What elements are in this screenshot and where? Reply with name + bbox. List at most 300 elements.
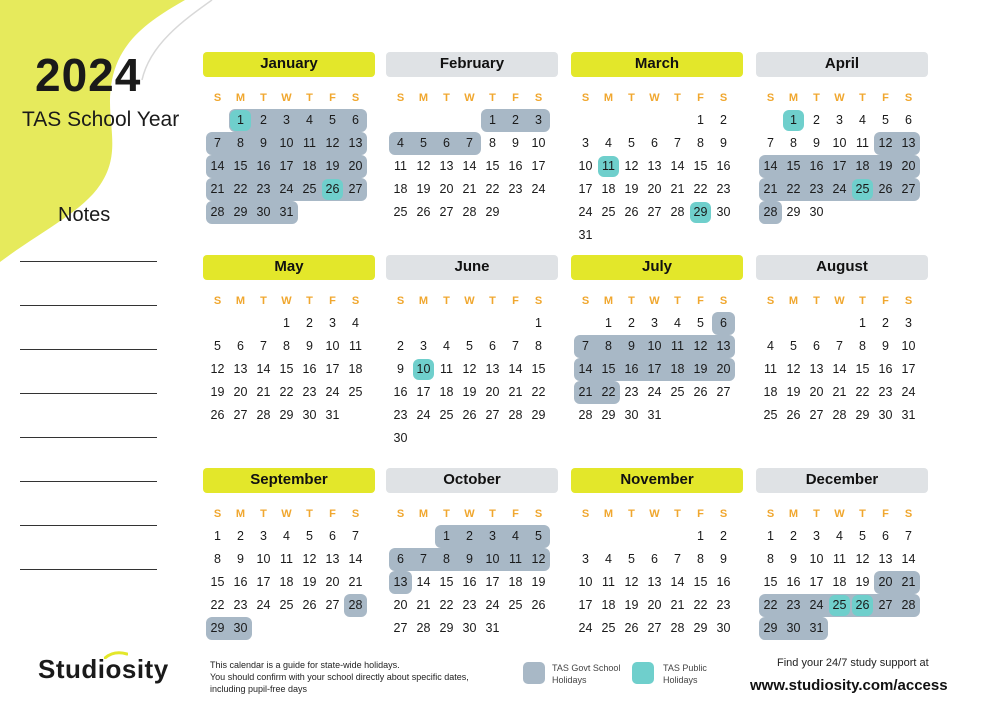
week-row <box>389 525 558 548</box>
day-cell: 4 <box>605 136 612 150</box>
month-weeks <box>756 525 928 640</box>
weekday-label: T <box>443 295 450 307</box>
month-september <box>203 468 375 640</box>
day-cell: 11 <box>602 575 615 589</box>
day-cell: 23 <box>233 598 248 612</box>
day-cell: 14 <box>763 159 778 173</box>
day-cell: 1 <box>443 529 450 543</box>
weekday-header-row <box>203 90 375 106</box>
month-weeks <box>386 109 558 224</box>
day-cell: 30 <box>878 408 893 422</box>
day-cell: 27 <box>809 408 824 422</box>
day-cell: 1 <box>535 316 542 330</box>
weekday-label: F <box>697 508 704 520</box>
week-row <box>206 132 375 155</box>
day-cell: 1 <box>859 316 866 330</box>
weekday-label: T <box>489 295 496 307</box>
day-cell: 29 <box>786 205 801 219</box>
weekday-header-row <box>756 506 928 522</box>
day-cell <box>666 224 689 247</box>
weekday-label: S <box>581 92 590 104</box>
weekday-label: S <box>766 295 775 307</box>
day-cell: 13 <box>393 575 408 589</box>
day-cell: 10 <box>647 339 662 353</box>
week-row <box>206 178 375 201</box>
day-cell: 21 <box>416 598 431 612</box>
day-cell: 25 <box>601 205 616 219</box>
day-cell: 2 <box>882 316 889 330</box>
week-row <box>759 178 928 201</box>
day-cell: 21 <box>578 385 593 399</box>
day-cell: 4 <box>283 529 290 543</box>
day-cell: 28 <box>462 205 477 219</box>
month-june <box>386 255 558 450</box>
day-cell: 4 <box>443 339 450 353</box>
day-cell: 8 <box>697 136 704 150</box>
day-cell: 3 <box>260 529 267 543</box>
day-cell: 30 <box>624 408 639 422</box>
day-cell: 25 <box>508 598 523 612</box>
day-cell: 14 <box>670 575 685 589</box>
day-cell: 8 <box>283 339 290 353</box>
month-header: April <box>756 52 928 77</box>
day-cell: 3 <box>283 113 290 127</box>
week-row <box>574 155 743 178</box>
week-row <box>759 335 928 358</box>
day-cell: 10 <box>485 552 500 566</box>
day-cell: 9 <box>720 136 727 150</box>
day-cell: 5 <box>790 339 797 353</box>
day-cell: 26 <box>302 598 317 612</box>
day-cell <box>275 617 298 640</box>
day-cell <box>412 525 435 548</box>
weekday-label: W <box>281 295 292 307</box>
day-cell: 23 <box>508 182 523 196</box>
day-cell: 14 <box>670 159 685 173</box>
month-weeks <box>203 525 375 640</box>
week-row <box>759 312 928 335</box>
day-cell: 7 <box>214 136 221 150</box>
day-cell: 15 <box>485 159 500 173</box>
day-cell: 2 <box>628 316 635 330</box>
day-cell: 18 <box>302 159 317 173</box>
day-cell: 23 <box>624 385 639 399</box>
week-row <box>206 525 375 548</box>
day-cell <box>620 224 643 247</box>
day-cell: 27 <box>439 205 454 219</box>
weekday-label: T <box>260 508 267 520</box>
day-cell: 28 <box>348 598 363 612</box>
day-cell: 15 <box>601 362 616 376</box>
day-cell: 5 <box>420 136 427 150</box>
day-cell: 19 <box>531 575 546 589</box>
day-cell: 26 <box>325 182 340 196</box>
day-cell <box>321 617 344 640</box>
day-cell: 24 <box>485 598 500 612</box>
weekday-header-row <box>203 506 375 522</box>
week-row <box>206 381 375 404</box>
week-row <box>574 617 743 640</box>
month-february <box>386 52 558 224</box>
day-cell: 24 <box>647 385 662 399</box>
weekday-label: S <box>351 508 360 520</box>
legend-govt-label-line: TAS Govt School <box>552 663 621 673</box>
day-cell: 6 <box>882 529 889 543</box>
weekday-header-row <box>756 293 928 309</box>
day-cell: 27 <box>647 205 662 219</box>
calendar-year: 2024 <box>35 49 142 101</box>
day-cell: 7 <box>582 339 589 353</box>
day-cell: 22 <box>531 385 546 399</box>
day-cell: 30 <box>716 621 731 635</box>
day-cell: 30 <box>393 431 408 445</box>
day-cell: 20 <box>716 362 731 376</box>
notes-line <box>20 569 157 570</box>
weekday-label: T <box>260 92 267 104</box>
day-cell: 22 <box>439 598 454 612</box>
weekday-label: W <box>464 508 475 520</box>
week-row <box>389 312 558 335</box>
day-cell: 7 <box>674 552 681 566</box>
day-cell <box>344 404 367 427</box>
week-row <box>206 109 375 132</box>
day-cell: 5 <box>329 113 336 127</box>
weekday-label: T <box>813 92 820 104</box>
day-cell <box>712 404 735 427</box>
weekday-label: W <box>649 295 660 307</box>
day-cell: 22 <box>485 182 500 196</box>
day-cell: 8 <box>767 552 774 566</box>
month-weeks <box>756 312 928 427</box>
day-cell: 22 <box>763 598 778 612</box>
weekday-label: S <box>351 92 360 104</box>
week-row <box>389 132 558 155</box>
day-cell: 25 <box>348 385 363 399</box>
weekday-header-row <box>386 506 558 522</box>
notes-line <box>20 393 157 394</box>
day-cell: 14 <box>832 362 847 376</box>
day-cell <box>321 201 344 224</box>
day-cell: 9 <box>720 552 727 566</box>
week-row <box>759 594 928 617</box>
weekday-label: F <box>882 508 889 520</box>
day-cell <box>435 312 458 335</box>
day-cell: 3 <box>535 113 542 127</box>
day-cell: 17 <box>531 159 546 173</box>
day-cell: 2 <box>512 113 519 127</box>
day-cell <box>643 525 666 548</box>
day-cell: 5 <box>306 529 313 543</box>
day-cell: 19 <box>786 385 801 399</box>
weekday-label: S <box>534 508 543 520</box>
day-cell: 19 <box>302 575 317 589</box>
weekday-label: T <box>859 508 866 520</box>
week-row <box>206 548 375 571</box>
day-cell: 10 <box>279 136 294 150</box>
day-cell <box>782 312 805 335</box>
day-cell <box>527 617 550 640</box>
weekday-label: T <box>674 92 681 104</box>
day-cell: 21 <box>508 385 523 399</box>
day-cell: 28 <box>670 621 685 635</box>
day-cell: 9 <box>466 552 473 566</box>
day-cell: 31 <box>901 408 916 422</box>
weekday-label: S <box>719 92 728 104</box>
month-july <box>571 255 743 427</box>
day-cell <box>689 224 712 247</box>
day-cell: 15 <box>279 362 294 376</box>
day-cell: 11 <box>856 136 869 150</box>
weekday-label: S <box>213 295 222 307</box>
week-row <box>206 358 375 381</box>
week-row <box>206 571 375 594</box>
day-cell: 17 <box>256 575 271 589</box>
day-cell: 17 <box>279 159 294 173</box>
weekday-label: T <box>306 92 313 104</box>
weekday-label: T <box>443 508 450 520</box>
day-cell: 24 <box>325 385 340 399</box>
day-cell <box>805 312 828 335</box>
week-row <box>389 571 558 594</box>
day-cell <box>504 201 527 224</box>
weekday-header-row <box>386 90 558 106</box>
day-cell: 15 <box>233 159 248 173</box>
day-cell: 9 <box>512 136 519 150</box>
day-cell <box>620 525 643 548</box>
notes-line <box>20 437 157 438</box>
day-cell: 17 <box>578 182 593 196</box>
weekday-label: M <box>418 295 429 307</box>
weekday-label: F <box>697 92 704 104</box>
month-weeks <box>386 312 558 450</box>
day-cell: 12 <box>531 552 546 566</box>
day-cell: 31 <box>578 228 593 242</box>
weekday-label: S <box>581 508 590 520</box>
month-header: March <box>571 52 743 77</box>
month-weeks <box>756 109 928 224</box>
day-cell <box>527 201 550 224</box>
day-cell: 29 <box>210 621 225 635</box>
month-december <box>756 468 928 640</box>
day-cell: 29 <box>279 408 294 422</box>
day-cell: 10 <box>416 362 431 376</box>
legend-public-label-line: TAS Public <box>663 663 707 673</box>
day-cell: 26 <box>416 205 431 219</box>
day-cell: 14 <box>348 552 363 566</box>
day-cell: 5 <box>697 316 704 330</box>
day-cell <box>666 525 689 548</box>
day-cell: 26 <box>693 385 708 399</box>
day-cell: 16 <box>786 575 801 589</box>
weekday-label: M <box>235 508 246 520</box>
day-cell: 4 <box>605 552 612 566</box>
month-april <box>756 52 928 224</box>
day-cell <box>298 201 321 224</box>
day-cell <box>389 312 412 335</box>
day-cell: 2 <box>306 316 313 330</box>
week-row <box>759 381 928 404</box>
day-cell: 5 <box>628 552 635 566</box>
day-cell: 13 <box>647 575 662 589</box>
legend-govt-swatch <box>523 662 545 684</box>
day-cell: 5 <box>466 339 473 353</box>
day-cell <box>874 617 897 640</box>
notes-title: Notes <box>58 204 111 226</box>
day-cell: 21 <box>256 385 271 399</box>
day-cell: 14 <box>256 362 271 376</box>
day-cell: 23 <box>786 598 801 612</box>
month-weeks <box>203 109 375 224</box>
day-cell: 17 <box>578 598 593 612</box>
day-cell <box>712 224 735 247</box>
day-cell: 31 <box>647 408 662 422</box>
day-cell <box>389 525 412 548</box>
day-cell: 13 <box>878 552 893 566</box>
day-cell: 21 <box>670 182 685 196</box>
day-cell: 12 <box>878 136 893 150</box>
day-cell: 8 <box>237 136 244 150</box>
day-cell: 16 <box>462 575 477 589</box>
week-row <box>759 617 928 640</box>
weekday-label: T <box>443 92 450 104</box>
weekday-label: W <box>281 92 292 104</box>
day-cell: 17 <box>416 385 431 399</box>
weekday-label: M <box>788 508 799 520</box>
day-cell: 7 <box>767 136 774 150</box>
day-cell: 12 <box>462 362 477 376</box>
day-cell: 20 <box>485 385 500 399</box>
day-cell <box>298 617 321 640</box>
day-cell: 11 <box>602 159 615 173</box>
month-august <box>756 255 928 427</box>
weekday-label: S <box>581 295 590 307</box>
day-cell: 28 <box>763 205 778 219</box>
day-cell: 22 <box>855 385 870 399</box>
day-cell <box>206 312 229 335</box>
day-cell: 27 <box>716 385 731 399</box>
day-cell: 13 <box>325 552 340 566</box>
day-cell <box>504 617 527 640</box>
day-cell: 20 <box>809 385 824 399</box>
day-cell: 8 <box>697 552 704 566</box>
weekday-label: T <box>859 295 866 307</box>
legend-public-swatch <box>632 662 654 684</box>
weekday-label: T <box>628 92 635 104</box>
day-cell: 1 <box>767 529 774 543</box>
day-cell: 10 <box>531 136 546 150</box>
day-cell: 7 <box>260 339 267 353</box>
website-link[interactable]: www.studiosity.com/access <box>750 677 948 694</box>
day-cell: 29 <box>531 408 546 422</box>
day-cell: 12 <box>302 552 317 566</box>
weekday-label: T <box>674 508 681 520</box>
weekday-label: T <box>859 92 866 104</box>
weekday-label: T <box>674 295 681 307</box>
day-cell: 1 <box>697 113 704 127</box>
month-weeks <box>571 312 743 427</box>
day-cell: 27 <box>485 408 500 422</box>
day-cell: 26 <box>210 408 225 422</box>
day-cell: 18 <box>601 182 616 196</box>
day-cell: 4 <box>352 316 359 330</box>
day-cell: 24 <box>256 598 271 612</box>
week-row <box>574 224 743 247</box>
day-cell: 8 <box>790 136 797 150</box>
weekday-label: T <box>813 295 820 307</box>
week-row <box>574 594 743 617</box>
weekday-header-row <box>571 90 743 106</box>
day-cell: 11 <box>349 339 362 353</box>
weekday-label: S <box>719 295 728 307</box>
day-cell <box>435 427 458 450</box>
weekday-label: T <box>260 295 267 307</box>
notes-line <box>20 349 157 350</box>
day-cell: 29 <box>439 621 454 635</box>
day-cell: 29 <box>763 621 778 635</box>
notes-line <box>20 481 157 482</box>
day-cell: 15 <box>439 575 454 589</box>
day-cell: 4 <box>767 339 774 353</box>
weekday-label: T <box>628 508 635 520</box>
weekday-label: M <box>788 295 799 307</box>
weekday-label: M <box>603 508 614 520</box>
day-cell: 14 <box>210 159 225 173</box>
day-cell: 4 <box>512 529 519 543</box>
day-cell <box>897 617 920 640</box>
day-cell <box>851 201 874 224</box>
day-cell: 2 <box>397 339 404 353</box>
day-cell: 6 <box>905 113 912 127</box>
day-cell: 11 <box>509 552 522 566</box>
day-cell: 18 <box>601 598 616 612</box>
day-cell: 20 <box>348 159 363 173</box>
day-cell: 9 <box>628 339 635 353</box>
day-cell: 3 <box>813 529 820 543</box>
day-cell: 21 <box>832 385 847 399</box>
day-cell: 27 <box>647 621 662 635</box>
weekday-label: M <box>603 295 614 307</box>
day-cell: 13 <box>716 339 731 353</box>
day-cell: 29 <box>855 408 870 422</box>
day-cell: 13 <box>901 136 916 150</box>
day-cell: 22 <box>601 385 616 399</box>
week-row <box>389 178 558 201</box>
day-cell <box>597 109 620 132</box>
day-cell: 14 <box>901 552 916 566</box>
day-cell: 16 <box>624 362 639 376</box>
day-cell: 23 <box>878 385 893 399</box>
day-cell <box>206 109 229 132</box>
day-cell: 13 <box>647 159 662 173</box>
day-cell: 9 <box>397 362 404 376</box>
day-cell: 2 <box>720 113 727 127</box>
month-november <box>571 468 743 640</box>
day-cell: 29 <box>485 205 500 219</box>
day-cell: 26 <box>624 205 639 219</box>
day-cell <box>504 427 527 450</box>
day-cell: 25 <box>302 182 317 196</box>
day-cell: 11 <box>764 362 777 376</box>
day-cell: 22 <box>786 182 801 196</box>
month-header: October <box>386 468 558 493</box>
day-cell: 10 <box>578 575 593 589</box>
weekday-label: T <box>489 508 496 520</box>
weekday-label: S <box>766 508 775 520</box>
day-cell: 27 <box>348 182 363 196</box>
notes-line <box>20 305 157 306</box>
weekday-label: W <box>834 295 845 307</box>
disclaimer-line: This calendar is a guide for state-wide holidays. <box>210 660 400 670</box>
